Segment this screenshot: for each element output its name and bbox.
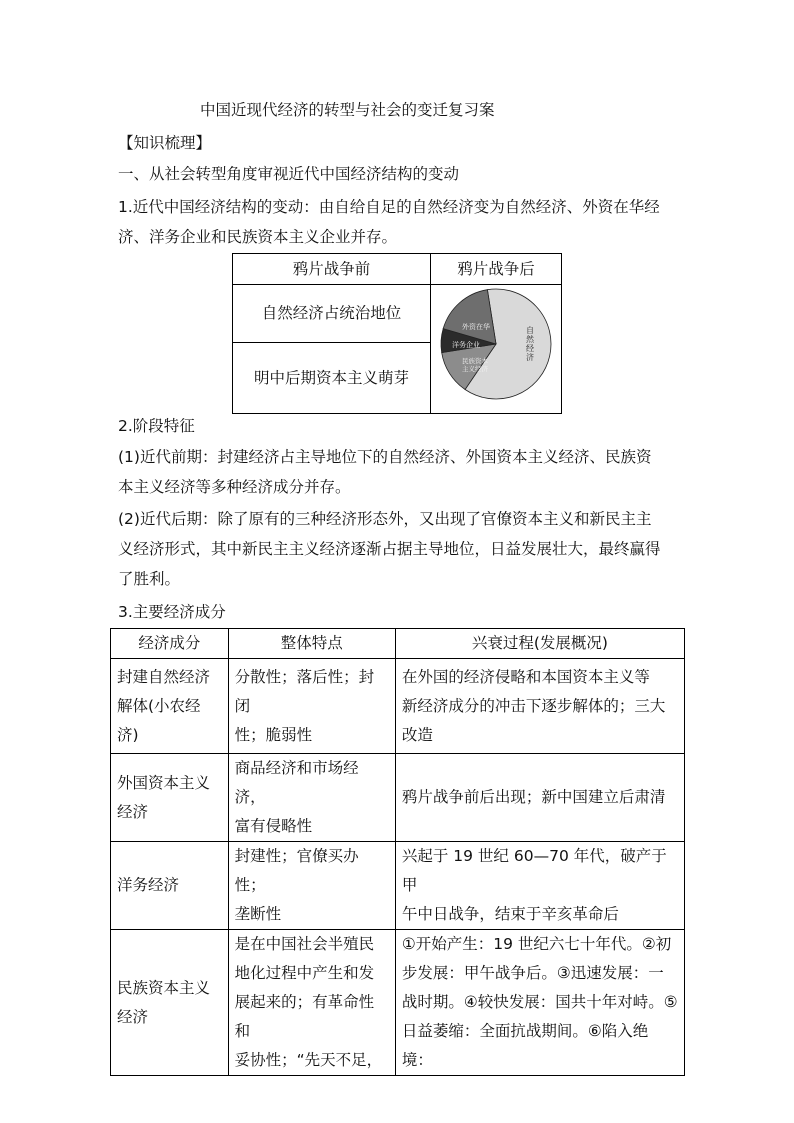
pie-label-natural-2: 然 — [526, 335, 535, 344]
table2-cell: 封建自然经济 解体(小农经济) — [111, 659, 229, 754]
table1-header-before: 鸦片战争前 — [233, 254, 431, 285]
heading-1: 一、从社会转型角度审视近代中国经济结构的变动 — [118, 165, 460, 183]
table-row — [111, 659, 685, 754]
table2-header-process: 兴衰过程(发展概况) — [395, 629, 684, 659]
table2-cell: 在外国的经济侵略和本国资本主义等 新经济成分的冲击下逐步解体的；三大 改造 — [395, 659, 684, 754]
paragraph-2-line-1: (1)近代前期：封建经济占主导地位下的自然经济、外国资本主义经济、民族资 — [118, 448, 652, 466]
table2-header-features: 整体特点 — [228, 629, 395, 659]
table2-cell: 商品经济和市场经济， 富有侵略性 — [228, 754, 395, 842]
table-row — [111, 754, 685, 842]
table2-cell: 是在中国社会半殖民 地化过程中产生和发 展起来的；有革命性和 妥协性；“先天不足， — [228, 930, 395, 1076]
pie-label-natural-1: 自 — [526, 326, 535, 335]
table1-row-natural-economy: 自然经济占统治地位 — [233, 285, 431, 343]
table2-cell: ①开始产生：19 世纪六七十年代。②初 步发展：甲午战争后。③迅速发展：一 战时期。④较快发展：国共十年对峙。⑤ 日益萎缩：全面抗战期间。⑥陷入绝境： — [395, 930, 684, 1076]
pie-label-natural-3: 经 — [526, 344, 535, 353]
pie-label-national-1: 民族资本 — [462, 357, 489, 365]
pie-label-yangwu: 洋务企业 — [452, 341, 481, 349]
paragraph-3-line-3: 了胜利。 — [118, 570, 181, 588]
economic-structure-table — [232, 253, 562, 414]
pie-label-national-2: 主义经济 — [462, 365, 489, 373]
table2-cell: 封建性；官僚买办性； 垄断性 — [228, 842, 395, 930]
paragraph-1-line-1: 1.近代中国经济结构的变动：由自给自足的自然经济变为自然经济、外资在华经 — [118, 198, 660, 216]
table2-cell: 外国资本主义 经济 — [111, 754, 229, 842]
table1-header-after: 鸦片战争后 — [431, 254, 562, 285]
table2-cell: 鸦片战争前后出现；新中国建立后肃清 — [395, 754, 684, 842]
paragraph-2-line-2: 本主义经济等多种经济成分并存。 — [118, 478, 351, 496]
economy-pie-chart — [434, 285, 558, 403]
paragraph-1-line-2: 济、洋务企业和民族资本主义企业并存。 — [118, 228, 398, 246]
table1-pie-cell — [431, 285, 562, 414]
table-row — [111, 930, 685, 1076]
table2-header-component: 经济成分 — [111, 629, 229, 659]
table2-cell: 民族资本主义 经济 — [111, 930, 229, 1076]
section-label: 【知识梳理】 — [118, 134, 212, 152]
heading-2: 2.阶段特征 — [118, 417, 195, 435]
economic-components-table — [110, 628, 685, 1076]
heading-3: 3.主要经济成分 — [118, 603, 226, 621]
table2-cell: 兴起于 19 世纪 60—70 年代，破产于甲 午中日战争，结束于辛亥革命后 — [395, 842, 684, 930]
paragraph-3-line-2: 义经济形式，其中新民主主义经济逐渐占据主导地位，日益发展壮大，最终赢得 — [118, 540, 661, 558]
table2-cell: 分散性；落后性；封闭 性；脆弱性 — [228, 659, 395, 754]
paragraph-3-line-1: (2)近代后期：除了原有的三种经济形态外，又出现了官僚资本主义和新民主主 — [118, 510, 652, 528]
table-row — [111, 842, 685, 930]
table2-cell: 洋务经济 — [111, 842, 229, 930]
table1-row-capitalism-sprouts: 明中后期资本主义萌芽 — [233, 343, 431, 414]
pie-label-foreign: 外资在华 — [462, 323, 491, 331]
pie-label-natural-4: 济 — [526, 353, 535, 362]
document-title: 中国近现代经济的转型与社会的变迁复习案 — [200, 101, 495, 119]
